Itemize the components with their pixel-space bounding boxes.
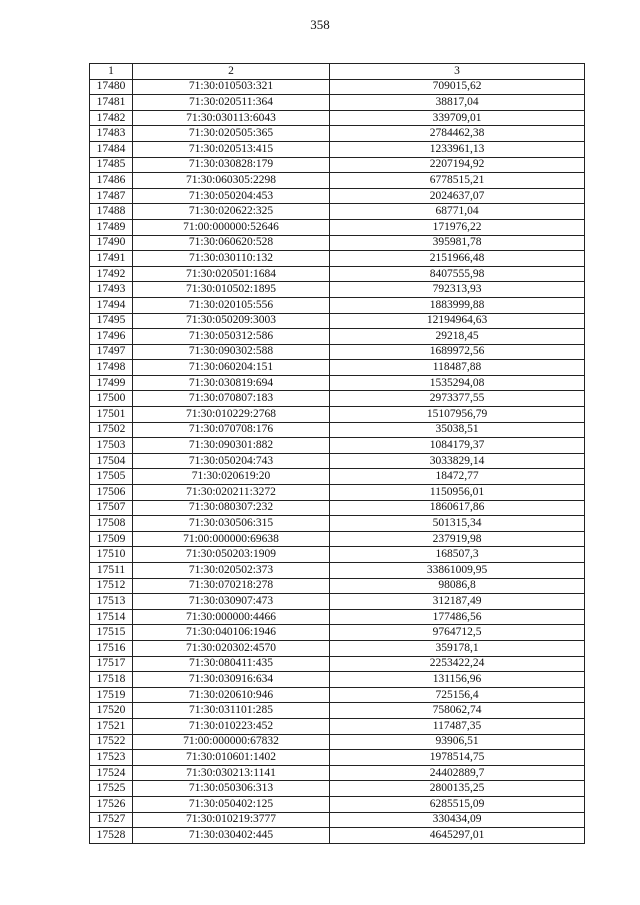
- table-row: [90, 828, 585, 844]
- value-cell: 501315,34: [330, 516, 585, 532]
- table-row: [90, 329, 585, 345]
- row-number-cell: 17528: [90, 828, 133, 844]
- cadastral-number-cell: 71:00:000000:67832: [133, 734, 330, 750]
- cadastral-number-cell: 71:30:030828:179: [133, 157, 330, 173]
- row-number-cell: 17516: [90, 640, 133, 656]
- row-number-cell: 17512: [90, 578, 133, 594]
- row-number-cell: 17496: [90, 329, 133, 345]
- value-cell: 18472,77: [330, 469, 585, 485]
- table-row: [90, 656, 585, 672]
- cadastral-number-cell: 71:30:020513:415: [133, 141, 330, 157]
- value-cell: 4645297,01: [330, 828, 585, 844]
- row-number-cell: 17502: [90, 422, 133, 438]
- value-cell: 1689972,56: [330, 344, 585, 360]
- row-number-cell: 17499: [90, 375, 133, 391]
- row-number-cell: 17522: [90, 734, 133, 750]
- cadastral-number-cell: 71:30:060305:2298: [133, 173, 330, 189]
- value-cell: 1084179,37: [330, 438, 585, 454]
- cadastral-number-cell: 71:30:000000:4466: [133, 609, 330, 625]
- value-cell: 709015,62: [330, 79, 585, 95]
- row-number-cell: 17498: [90, 360, 133, 376]
- value-cell: 93906,51: [330, 734, 585, 750]
- row-number-cell: 17492: [90, 266, 133, 282]
- value-cell: 2973377,55: [330, 391, 585, 407]
- row-number-cell: 17504: [90, 453, 133, 469]
- table-row: [90, 219, 585, 235]
- value-cell: 131156,96: [330, 672, 585, 688]
- value-cell: 171976,22: [330, 219, 585, 235]
- cadastral-number-cell: 71:30:020619:20: [133, 469, 330, 485]
- row-number-cell: 17485: [90, 157, 133, 173]
- table-row: [90, 625, 585, 641]
- table-row: [90, 640, 585, 656]
- value-cell: 29218,45: [330, 329, 585, 345]
- row-number-cell: 17514: [90, 609, 133, 625]
- row-number-cell: 17487: [90, 188, 133, 204]
- cadastral-number-cell: 71:30:020505:365: [133, 126, 330, 142]
- row-number-cell: 17524: [90, 765, 133, 781]
- value-cell: 33861009,95: [330, 563, 585, 579]
- value-cell: 117487,35: [330, 718, 585, 734]
- value-cell: 395981,78: [330, 235, 585, 251]
- table-row: [90, 516, 585, 532]
- table-row: [90, 547, 585, 563]
- cadastral-number-cell: 71:30:010502:1895: [133, 282, 330, 298]
- row-number-cell: 17482: [90, 110, 133, 126]
- cadastral-number-cell: 71:30:010229:2768: [133, 407, 330, 423]
- value-cell: 12194964,63: [330, 313, 585, 329]
- cadastral-number-cell: 71:30:030110:132: [133, 251, 330, 267]
- value-cell: 2253422,24: [330, 656, 585, 672]
- value-cell: 359178,1: [330, 640, 585, 656]
- cadastral-number-cell: 71:30:010503:321: [133, 79, 330, 95]
- value-cell: 177486,56: [330, 609, 585, 625]
- cadastral-number-cell: 71:30:050204:453: [133, 188, 330, 204]
- row-number-cell: 17507: [90, 500, 133, 516]
- value-cell: 68771,04: [330, 204, 585, 220]
- registry-table: [89, 63, 585, 844]
- cadastral-number-cell: 71:30:050204:743: [133, 453, 330, 469]
- cadastral-number-cell: 71:30:050312:586: [133, 329, 330, 345]
- table-row: [90, 734, 585, 750]
- cadastral-number-cell: 71:30:030907:473: [133, 594, 330, 610]
- table-row: [90, 765, 585, 781]
- value-cell: 24402889,7: [330, 765, 585, 781]
- table-row: [90, 235, 585, 251]
- row-number-cell: 17525: [90, 781, 133, 797]
- cadastral-number-cell: 71:30:031101:285: [133, 703, 330, 719]
- value-cell: 2024637,07: [330, 188, 585, 204]
- value-cell: 758062,74: [330, 703, 585, 719]
- table-row: [90, 672, 585, 688]
- cadastral-number-cell: 71:30:050203:1909: [133, 547, 330, 563]
- table-row: [90, 438, 585, 454]
- cadastral-number-cell: 71:30:070708:176: [133, 422, 330, 438]
- value-cell: 38817,04: [330, 95, 585, 111]
- table-row: [90, 266, 585, 282]
- cadastral-number-cell: 71:30:070218:278: [133, 578, 330, 594]
- value-cell: 1883999,88: [330, 297, 585, 313]
- cadastral-number-cell: 71:00:000000:52646: [133, 219, 330, 235]
- table-row: [90, 796, 585, 812]
- row-number-cell: 17495: [90, 313, 133, 329]
- table-row: [90, 703, 585, 719]
- cadastral-number-cell: 71:30:020105:556: [133, 297, 330, 313]
- cadastral-number-cell: 71:30:020610:946: [133, 687, 330, 703]
- row-number-cell: 17490: [90, 235, 133, 251]
- cadastral-number-cell: 71:30:040106:1946: [133, 625, 330, 641]
- row-number-cell: 17515: [90, 625, 133, 641]
- value-cell: 792313,93: [330, 282, 585, 298]
- cadastral-number-cell: 71:30:020511:364: [133, 95, 330, 111]
- row-number-cell: 17513: [90, 594, 133, 610]
- cadastral-number-cell: 71:30:050209:3003: [133, 313, 330, 329]
- cadastral-number-cell: 71:30:050306:313: [133, 781, 330, 797]
- table-row: [90, 360, 585, 376]
- table-row: [90, 297, 585, 313]
- row-number-cell: 17517: [90, 656, 133, 672]
- table-row: [90, 95, 585, 111]
- cadastral-number-cell: 71:30:030506:315: [133, 516, 330, 532]
- value-cell: 2784462,38: [330, 126, 585, 142]
- cadastral-number-cell: 71:30:030113:6043: [133, 110, 330, 126]
- header-row: [90, 64, 585, 80]
- row-number-cell: 17518: [90, 672, 133, 688]
- cadastral-number-cell: 71:30:010219:3777: [133, 812, 330, 828]
- column-header-2: 2: [133, 64, 330, 80]
- cadastral-number-cell: 71:30:020211:3272: [133, 485, 330, 501]
- value-cell: 168507,3: [330, 547, 585, 563]
- value-cell: 330434,09: [330, 812, 585, 828]
- cadastral-number-cell: 71:30:030819:694: [133, 375, 330, 391]
- table-row: [90, 188, 585, 204]
- row-number-cell: 17491: [90, 251, 133, 267]
- row-number-cell: 17521: [90, 718, 133, 734]
- cadastral-number-cell: 71:30:030213:1141: [133, 765, 330, 781]
- page-number: 358: [310, 17, 330, 32]
- row-number-cell: 17493: [90, 282, 133, 298]
- cadastral-number-cell: 71:30:060204:151: [133, 360, 330, 376]
- table-row: [90, 563, 585, 579]
- cadastral-number-cell: 71:30:020501:1684: [133, 266, 330, 282]
- cadastral-number-cell: 71:00:000000:69638: [133, 531, 330, 547]
- table-row: [90, 500, 585, 516]
- table-row: [90, 110, 585, 126]
- value-cell: 312187,49: [330, 594, 585, 610]
- row-number-cell: 17489: [90, 219, 133, 235]
- cadastral-number-cell: 71:30:030916:634: [133, 672, 330, 688]
- row-number-cell: 17481: [90, 95, 133, 111]
- value-cell: 3033829,14: [330, 453, 585, 469]
- value-cell: 6285515,09: [330, 796, 585, 812]
- value-cell: 2207194,92: [330, 157, 585, 173]
- table-row: [90, 157, 585, 173]
- table-row: [90, 594, 585, 610]
- row-number-cell: 17520: [90, 703, 133, 719]
- value-cell: 118487,88: [330, 360, 585, 376]
- row-number-cell: 17500: [90, 391, 133, 407]
- value-cell: 98086,8: [330, 578, 585, 594]
- table-row: [90, 718, 585, 734]
- row-number-cell: 17511: [90, 563, 133, 579]
- table-row: [90, 609, 585, 625]
- table-row: [90, 453, 585, 469]
- row-number-cell: 17506: [90, 485, 133, 501]
- table-row: [90, 141, 585, 157]
- row-number-cell: 17480: [90, 79, 133, 95]
- value-cell: 2800135,25: [330, 781, 585, 797]
- cadastral-number-cell: 71:30:070807:183: [133, 391, 330, 407]
- value-cell: 1535294,08: [330, 375, 585, 391]
- cadastral-number-cell: 71:30:060620:528: [133, 235, 330, 251]
- cadastral-number-cell: 71:30:080307:232: [133, 500, 330, 516]
- value-cell: 1860617,86: [330, 500, 585, 516]
- cadastral-number-cell: 71:30:020302:4570: [133, 640, 330, 656]
- row-number-cell: 17486: [90, 173, 133, 189]
- cadastral-number-cell: 71:30:090301:882: [133, 438, 330, 454]
- value-cell: 15107956,79: [330, 407, 585, 423]
- cadastral-number-cell: 71:30:090302:588: [133, 344, 330, 360]
- cadastral-number-cell: 71:30:010223:452: [133, 718, 330, 734]
- row-number-cell: 17484: [90, 141, 133, 157]
- cadastral-number-cell: 71:30:010601:1402: [133, 750, 330, 766]
- table-row: [90, 173, 585, 189]
- cadastral-number-cell: 71:30:030402:445: [133, 828, 330, 844]
- table-row: [90, 485, 585, 501]
- table-row: [90, 531, 585, 547]
- row-number-cell: 17519: [90, 687, 133, 703]
- table-row: [90, 812, 585, 828]
- row-number-cell: 17497: [90, 344, 133, 360]
- row-number-cell: 17510: [90, 547, 133, 563]
- table-row: [90, 422, 585, 438]
- value-cell: 35038,51: [330, 422, 585, 438]
- cadastral-number-cell: 71:30:020502:373: [133, 563, 330, 579]
- value-cell: 1150956,01: [330, 485, 585, 501]
- table-body: [90, 79, 585, 843]
- table-row: [90, 344, 585, 360]
- table-row: [90, 781, 585, 797]
- row-number-cell: 17526: [90, 796, 133, 812]
- cadastral-number-cell: 71:30:050402:125: [133, 796, 330, 812]
- cadastral-number-cell: 71:30:020622:325: [133, 204, 330, 220]
- row-number-cell: 17501: [90, 407, 133, 423]
- value-cell: 1233961,13: [330, 141, 585, 157]
- table-header: [90, 64, 585, 80]
- value-cell: 339709,01: [330, 110, 585, 126]
- value-cell: 8407555,98: [330, 266, 585, 282]
- table-row: [90, 375, 585, 391]
- table-row: [90, 687, 585, 703]
- row-number-cell: 17523: [90, 750, 133, 766]
- value-cell: 6778515,21: [330, 173, 585, 189]
- table-row: [90, 251, 585, 267]
- row-number-cell: 17509: [90, 531, 133, 547]
- table-row: [90, 750, 585, 766]
- table-row: [90, 578, 585, 594]
- value-cell: 1978514,75: [330, 750, 585, 766]
- row-number-cell: 17494: [90, 297, 133, 313]
- cadastral-number-cell: 71:30:080411:435: [133, 656, 330, 672]
- value-cell: 9764712,5: [330, 625, 585, 641]
- value-cell: 725156,4: [330, 687, 585, 703]
- column-header-3: 3: [330, 64, 585, 80]
- table-row: [90, 126, 585, 142]
- value-cell: 2151966,48: [330, 251, 585, 267]
- column-header-1: 1: [90, 64, 133, 80]
- table-row: [90, 407, 585, 423]
- row-number-cell: 17483: [90, 126, 133, 142]
- row-number-cell: 17503: [90, 438, 133, 454]
- table-row: [90, 282, 585, 298]
- table-row: [90, 469, 585, 485]
- table-row: [90, 313, 585, 329]
- row-number-cell: 17505: [90, 469, 133, 485]
- table-row: [90, 79, 585, 95]
- row-number-cell: 17488: [90, 204, 133, 220]
- table-row: [90, 391, 585, 407]
- row-number-cell: 17508: [90, 516, 133, 532]
- row-number-cell: 17527: [90, 812, 133, 828]
- value-cell: 237919,98: [330, 531, 585, 547]
- table-row: [90, 204, 585, 220]
